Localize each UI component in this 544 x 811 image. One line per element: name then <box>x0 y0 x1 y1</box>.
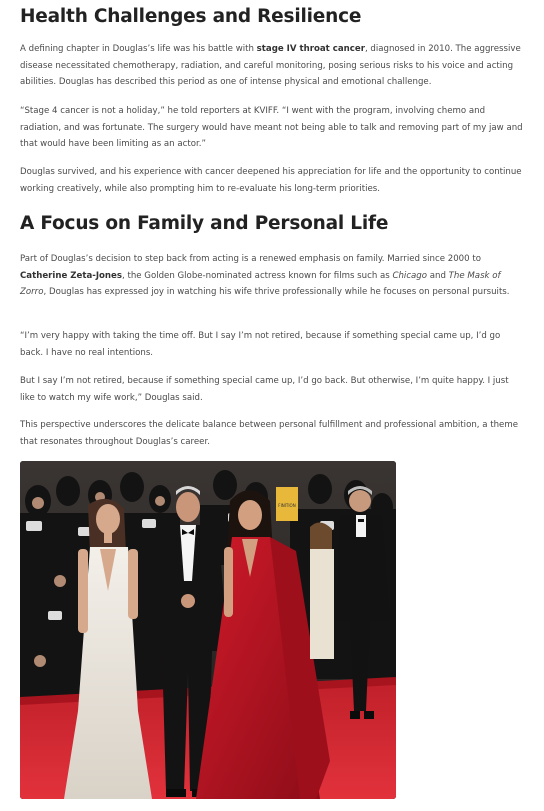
paragraph-kviff-quote: “Stage 4 cancer is not a holiday,” he told reporters at KVIFF. “I went with the program, involving chemo and radiation, and was fortunate. The surgery would have meant not being able to talk and removing part of my jaw and that would have been limiting as an actor.” <box>20 106 523 149</box>
paragraph-family-intro <box>20 251 524 301</box>
yellow-sign-text: FINITION <box>278 503 296 508</box>
paragraph-survival: Douglas survived, and his experience with cancer deepened his appreciation for life and the opportunity to continue working creatively, while also prompting him to re-evaluate his long-term priorities. <box>20 167 522 194</box>
bold-cancer-diagnosis: stage IV throat cancer <box>256 44 365 54</box>
section-heading-health: Health Challenges and Resilience <box>20 6 362 27</box>
paragraph-text: Part of Douglas’s decision to step back from acting is a renewed emphasis on family. Married since 2000 to <box>20 254 481 264</box>
paragraph-text: and <box>427 270 449 281</box>
paragraph-text: , Douglas has expressed joy in watching his wife thrive professionally while he focuses on personal pursuits. <box>43 287 510 297</box>
red-carpet-photo <box>20 461 396 799</box>
red-carpet-photo-illustration <box>20 461 396 799</box>
paragraph-health-intro <box>20 41 524 91</box>
paragraph-watch-wife-quote: But I say I’m not retired, because if something special came up, I’d go back. But otherwise, I’m quite happy. I just like to watch my wife work,” Douglas said. <box>20 376 509 403</box>
paragraph-text: A defining chapter in Douglas’s life was his battle with <box>20 44 257 54</box>
film-title-mask-of-zorro: The Mask of Zorro <box>20 270 501 297</box>
paragraph-perspective: This perspective underscores the delicate balance between personal fulfillment and professional ambition, a theme that resonates throughout Douglas’s career. <box>20 420 518 447</box>
film-title-chicago: Chicago <box>392 270 428 281</box>
bold-catherine-zeta-jones: Catherine Zeta-Jones <box>20 270 122 281</box>
woman-in-background <box>310 522 334 659</box>
paragraph-text: , the Golden Globe-nominated actress known for films such as <box>121 270 393 281</box>
section-heading-family: A Focus on Family and Personal Life <box>20 213 389 234</box>
paragraph-retirement-quote: “I’m very happy with taking the time off. But I say I’m not retired, because if something special came up, I’d go back. I have no real intentions. <box>20 331 501 358</box>
paragraph-text: , diagnosed in 2010. The aggressive disease necessitated chemotherapy, radiation, and careful monitoring, posing serious risks to his voice and acting abilities. Douglas has described this period as one of intense physical and emotional challenge. <box>20 44 521 87</box>
